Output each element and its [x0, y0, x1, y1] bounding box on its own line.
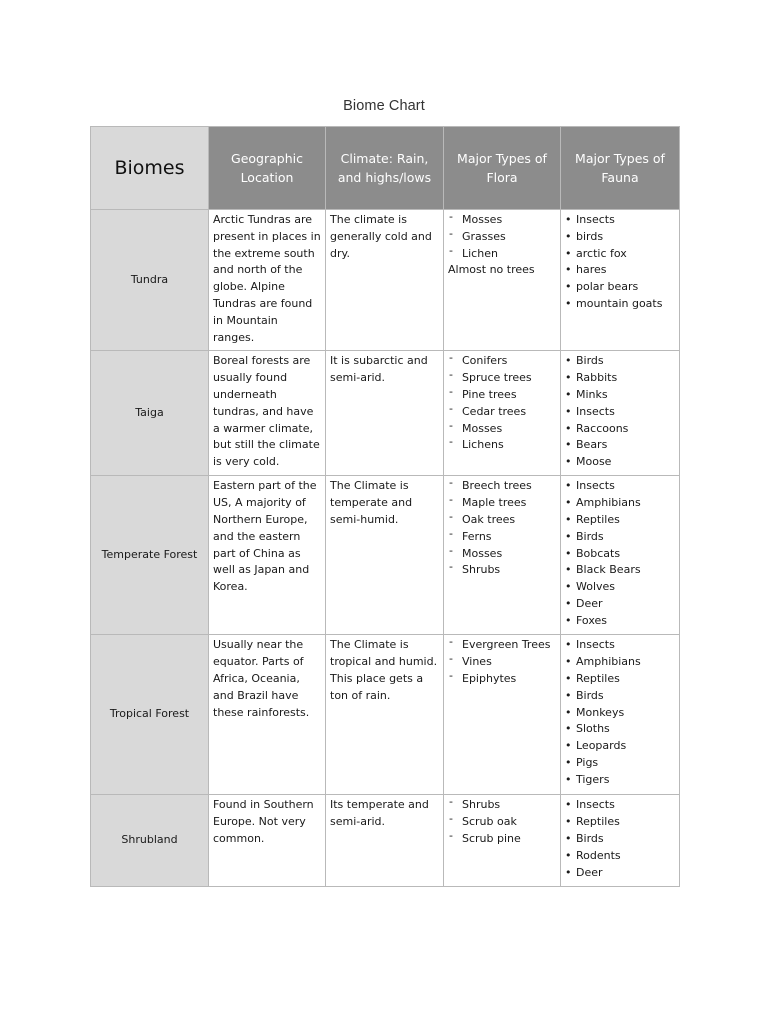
climate-cell: The climate is generally cold and dry.: [326, 210, 444, 351]
fauna-item: • Monkeys: [565, 705, 675, 722]
flora-item: - Mosses: [448, 421, 556, 438]
fauna-item: • Reptiles: [565, 671, 675, 688]
flora-list: [448, 637, 556, 687]
fauna-cell: [561, 635, 680, 795]
fauna-item: • Deer: [565, 596, 675, 613]
flora-item: - Conifers: [448, 353, 556, 370]
fauna-list: [565, 797, 675, 881]
flora-item: - Oak trees: [448, 512, 556, 529]
table-row: [91, 635, 680, 795]
fauna-item: • Amphibians: [565, 654, 675, 671]
fauna-cell: [561, 476, 680, 635]
page-title: Biome Chart: [343, 98, 425, 114]
table-body: [91, 210, 680, 887]
flora-list: [448, 478, 556, 579]
header-fauna: Major Types of Fauna: [561, 127, 680, 210]
fauna-cell: [561, 795, 680, 887]
flora-item: - Shrubs: [448, 797, 556, 814]
flora-list: [448, 353, 556, 454]
biome-table: [90, 126, 680, 887]
fauna-item: • Reptiles: [565, 814, 675, 831]
flora-list: [448, 212, 556, 262]
climate-cell: The Climate is tropical and humid. This place gets a ton of rain.: [326, 635, 444, 795]
flora-item: - Lichens: [448, 437, 556, 454]
fauna-item: • Tigers: [565, 772, 675, 789]
fauna-item: • Insects: [565, 637, 675, 654]
table-row: [91, 795, 680, 887]
geographic-location-cell: Boreal forests are usually found underneath tundras, and have a warmer climate, but still the climate is very cold.: [209, 351, 326, 476]
flora-item: - Scrub pine: [448, 831, 556, 848]
fauna-item: • mountain goats: [565, 296, 675, 313]
fauna-list: [565, 353, 675, 471]
fauna-item: • Birds: [565, 353, 675, 370]
climate-cell: The Climate is temperate and semi-humid.: [326, 476, 444, 635]
flora-note: Almost no trees: [448, 263, 535, 277]
flora-item: - Mosses: [448, 212, 556, 229]
fauna-item: • Bears: [565, 437, 675, 454]
flora-cell: [444, 795, 561, 887]
fauna-item: • Minks: [565, 387, 675, 404]
header-climate: Climate: Rain, and highs/lows: [326, 127, 444, 210]
fauna-item: • Sloths: [565, 721, 675, 738]
fauna-item: • Rodents: [565, 848, 675, 865]
fauna-cell: [561, 210, 680, 351]
fauna-item: • arctic fox: [565, 246, 675, 263]
fauna-cell: [561, 351, 680, 476]
biome-name-cell: Temperate Forest: [91, 476, 209, 635]
header-flora: Major Types of Flora: [444, 127, 561, 210]
flora-cell: [444, 351, 561, 476]
flora-item: - Scrub oak: [448, 814, 556, 831]
fauna-item: • Birds: [565, 529, 675, 546]
header-row: [91, 127, 680, 210]
fauna-item: • Reptiles: [565, 512, 675, 529]
fauna-item: • Black Bears: [565, 562, 675, 579]
fauna-item: • polar bears: [565, 279, 675, 296]
fauna-item: • Leopards: [565, 738, 675, 755]
fauna-item: • hares: [565, 262, 675, 279]
flora-item: - Evergreen Trees: [448, 637, 556, 654]
geographic-location-cell: Found in Southern Europe. Not very common.: [209, 795, 326, 887]
fauna-item: • Moose: [565, 454, 675, 471]
fauna-item: • Bobcats: [565, 546, 675, 563]
biome-name-cell: Shrubland: [91, 795, 209, 887]
fauna-item: • Birds: [565, 688, 675, 705]
header-biomes: Biomes: [91, 127, 209, 210]
fauna-item: • birds: [565, 229, 675, 246]
fauna-item: • Pigs: [565, 755, 675, 772]
geographic-location-cell: Usually near the equator. Parts of Africa, Oceania, and Brazil have these rainforests.: [209, 635, 326, 795]
geographic-location-cell: Eastern part of the US, A majority of Northern Europe, and the eastern part of China as well as Japan and Korea.: [209, 476, 326, 635]
fauna-item: • Insects: [565, 478, 675, 495]
flora-list: [448, 797, 556, 847]
fauna-list: [565, 637, 675, 788]
fauna-item: • Birds: [565, 831, 675, 848]
table-row: [91, 476, 680, 635]
flora-item: - Grasses: [448, 229, 556, 246]
flora-cell: [444, 635, 561, 795]
flora-item: - Epiphytes: [448, 671, 556, 688]
fauna-item: • Insects: [565, 797, 675, 814]
flora-cell: [444, 210, 561, 351]
flora-item: - Lichen: [448, 246, 556, 263]
flora-item: - Maple trees: [448, 495, 556, 512]
climate-cell: Its temperate and semi-arid.: [326, 795, 444, 887]
flora-item: - Shrubs: [448, 562, 556, 579]
header-geographic-location: Geographic Location: [209, 127, 326, 210]
biome-name-cell: Tundra: [91, 210, 209, 351]
fauna-list: [565, 212, 675, 313]
flora-item: - Mosses: [448, 546, 556, 563]
flora-item: - Cedar trees: [448, 404, 556, 421]
fauna-item: • Rabbits: [565, 370, 675, 387]
geographic-location-cell: Arctic Tundras are present in places in the extreme south and north of the globe. Alpine Tundras are found in Mountain ranges.: [209, 210, 326, 351]
fauna-item: • Insects: [565, 404, 675, 421]
flora-item: - Ferns: [448, 529, 556, 546]
fauna-item: • Wolves: [565, 579, 675, 596]
fauna-item: • Raccoons: [565, 421, 675, 438]
flora-cell: [444, 476, 561, 635]
biome-name-cell: Taiga: [91, 351, 209, 476]
table-row: [91, 210, 680, 351]
climate-cell: It is subarctic and semi-arid.: [326, 351, 444, 476]
fauna-list: [565, 478, 675, 629]
fauna-item: • Insects: [565, 212, 675, 229]
fauna-item: • Deer: [565, 865, 675, 882]
table-row: [91, 351, 680, 476]
biome-name-cell: Tropical Forest: [91, 635, 209, 795]
flora-item: - Spruce trees: [448, 370, 556, 387]
flora-item: - Breech trees: [448, 478, 556, 495]
flora-item: - Pine trees: [448, 387, 556, 404]
fauna-item: • Amphibians: [565, 495, 675, 512]
flora-item: - Vines: [448, 654, 556, 671]
fauna-item: • Foxes: [565, 613, 675, 630]
